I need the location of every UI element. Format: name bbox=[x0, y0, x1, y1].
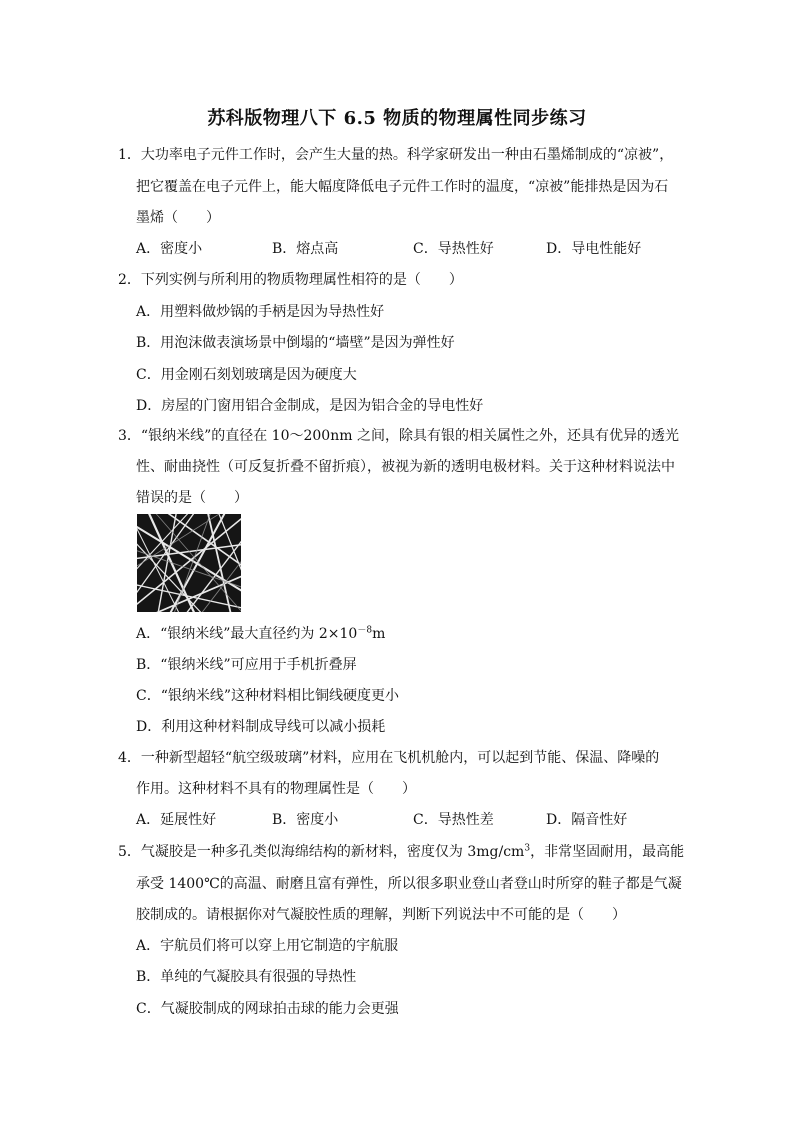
q4-option-b: B．密度小 bbox=[272, 812, 339, 828]
q2-option-a: A．用塑料做炒锅的手柄是因为导热性好 bbox=[136, 304, 385, 320]
q3-option-a-exponent: －8 bbox=[357, 625, 373, 636]
q3-option-d: D．利用这种材料制成导线可以减小损耗 bbox=[136, 719, 386, 735]
q3-option-b: B．“银纳米线”可应用于手机折叠屏 bbox=[136, 657, 357, 673]
silver-nanowire-image bbox=[137, 514, 241, 612]
q4-stem-line-2: 作用。这种材料不具有的物理属性是（ ） bbox=[136, 781, 416, 797]
q5-stem-line-1-text: 5．气凝胶是一种多孔类似海绵结构的新材料，密度仅为 3mg/cm bbox=[118, 844, 525, 860]
q4-option-a: A．延展性好 bbox=[136, 812, 217, 828]
q5-unit-exponent: 3 bbox=[524, 843, 531, 854]
q1-stem-line-3: 墨烯（ ） bbox=[136, 210, 220, 226]
q4-stem-line-1: 4．一种新型超轻“航空级玻璃”材料，应用在飞机机舱内，可以起到节能、保温、降噪的 bbox=[118, 750, 660, 766]
q5-stem-line-1 bbox=[118, 843, 684, 861]
q1-stem-line-2: 把它覆盖在电子元件上，能大幅度降低电子元件工作时的温度，“凉被”能排热是因为石 bbox=[136, 179, 669, 195]
q1-option-c: C．导热性好 bbox=[413, 241, 494, 257]
q3-stem-line-2: 性、耐曲挠性（可反复折叠不留折痕），被视为新的透明电极材料。关于这种材料说法中 bbox=[136, 459, 675, 475]
q4-option-d: D．隔音性好 bbox=[546, 812, 628, 828]
page-title: 苏科版物理八下 6.5 物质的物理属性同步练习 bbox=[207, 108, 587, 129]
q4-option-c: C．导热性差 bbox=[413, 812, 494, 828]
q3-option-c: C．“银纳米线”这种材料相比铜线硬度更小 bbox=[136, 688, 400, 704]
q1-option-a: A．密度小 bbox=[136, 241, 203, 257]
q2-option-c: C．用金刚石刻划玻璃是因为硬度大 bbox=[136, 367, 357, 383]
q3-option-a-unit: m bbox=[372, 626, 386, 642]
q5-option-b: B．单纯的气凝胶具有很强的导热性 bbox=[136, 969, 357, 985]
q3-stem-line-1: 3．“银纳米线”的直径在 10～200nm 之间，除具有银的相关属性之外，还具有优异的透光 bbox=[118, 428, 679, 444]
q5-option-a: A．宇航员们将可以穿上用它制造的宇航服 bbox=[136, 938, 399, 954]
q5-stem-line-1-tail: ，非常坚固耐用，最高能 bbox=[530, 844, 685, 860]
q3-stem-line-3: 错误的是（ ） bbox=[136, 490, 248, 506]
q2-option-b: B．用泡沫做表演场景中倒塌的“墙壁”是因为弹性好 bbox=[136, 335, 455, 351]
q2-option-d: D．房屋的门窗用铝合金制成，是因为铝合金的导电性好 bbox=[136, 398, 484, 414]
q2-stem: 2．下列实例与所利用的物质物理属性相符的是（ ） bbox=[118, 272, 463, 288]
q5-option-c: C．气凝胶制成的网球拍击球的能力会更强 bbox=[136, 1001, 399, 1017]
q5-stem-line-3: 胶制成的。请根据你对气凝胶性质的理解，判断下列说法中不可能的是（ ） bbox=[136, 907, 626, 923]
q5-stem-line-2: 承受 1400℃的高温、耐磨且富有弹性，所以很多职业登山者登山时所穿的鞋子都是气凝 bbox=[136, 876, 682, 892]
q3-option-a-text: A．“银纳米线”最大直径约为 2×10 bbox=[136, 626, 358, 642]
q3-option-a bbox=[136, 625, 385, 643]
q1-stem-line-1: 1．大功率电子元件工作时，会产生大量的热。科学家研发出一种由石墨烯制成的“凉被”， bbox=[118, 147, 674, 163]
q1-option-d: D．导电性能好 bbox=[546, 241, 642, 257]
q1-option-b: B．熔点高 bbox=[272, 241, 339, 257]
